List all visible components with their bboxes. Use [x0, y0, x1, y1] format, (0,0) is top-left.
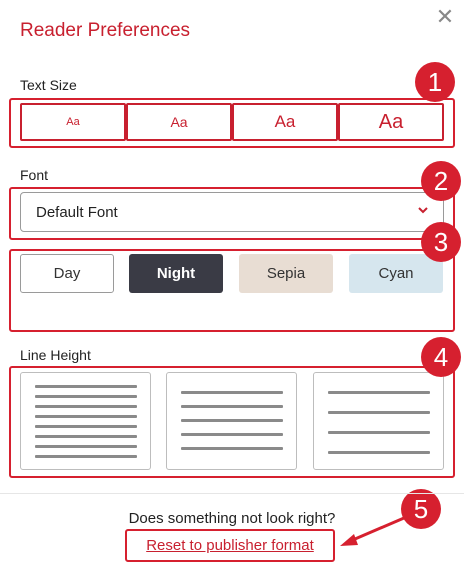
mode-cyan-button[interactable]: Cyan: [349, 254, 443, 293]
line-height-loose-button[interactable]: [313, 372, 444, 470]
line-height-compact-button[interactable]: [20, 372, 151, 470]
chevron-down-icon: [417, 203, 429, 219]
mode-day-button[interactable]: Day: [20, 254, 114, 293]
font-label: Font: [20, 167, 49, 183]
mode-night-button[interactable]: Night: [129, 254, 223, 293]
annotation-badge-1: 1: [415, 62, 455, 102]
footer-divider: [0, 493, 464, 494]
line-height-normal-button[interactable]: [166, 372, 297, 470]
font-select-value: Default Font: [36, 203, 118, 221]
annotation-badge-4: 4: [421, 337, 461, 377]
mode-sepia-button[interactable]: Sepia: [239, 254, 333, 293]
close-icon[interactable]: ✕: [435, 4, 455, 29]
annotation-arrow: [334, 512, 414, 552]
panel-title: Reader Preferences: [20, 20, 191, 41]
annotation-badge-2: 2: [421, 161, 461, 201]
font-select[interactable]: [20, 192, 444, 232]
reset-to-publisher-link[interactable]: Reset to publisher format: [146, 536, 314, 554]
text-size-label: Text Size: [20, 77, 77, 93]
text-size-smallest-button[interactable]: Aa: [20, 103, 126, 141]
annotation-badge-5: 5: [401, 489, 441, 529]
text-size-largest-button[interactable]: Aa: [338, 103, 444, 141]
text-size-large-button[interactable]: Aa: [232, 103, 338, 141]
line-height-label: Line Height: [20, 347, 91, 363]
footer-question: Does something not look right?: [128, 510, 336, 527]
text-size-small-button[interactable]: Aa: [126, 103, 232, 141]
annotation-badge-3: 3: [421, 222, 461, 262]
